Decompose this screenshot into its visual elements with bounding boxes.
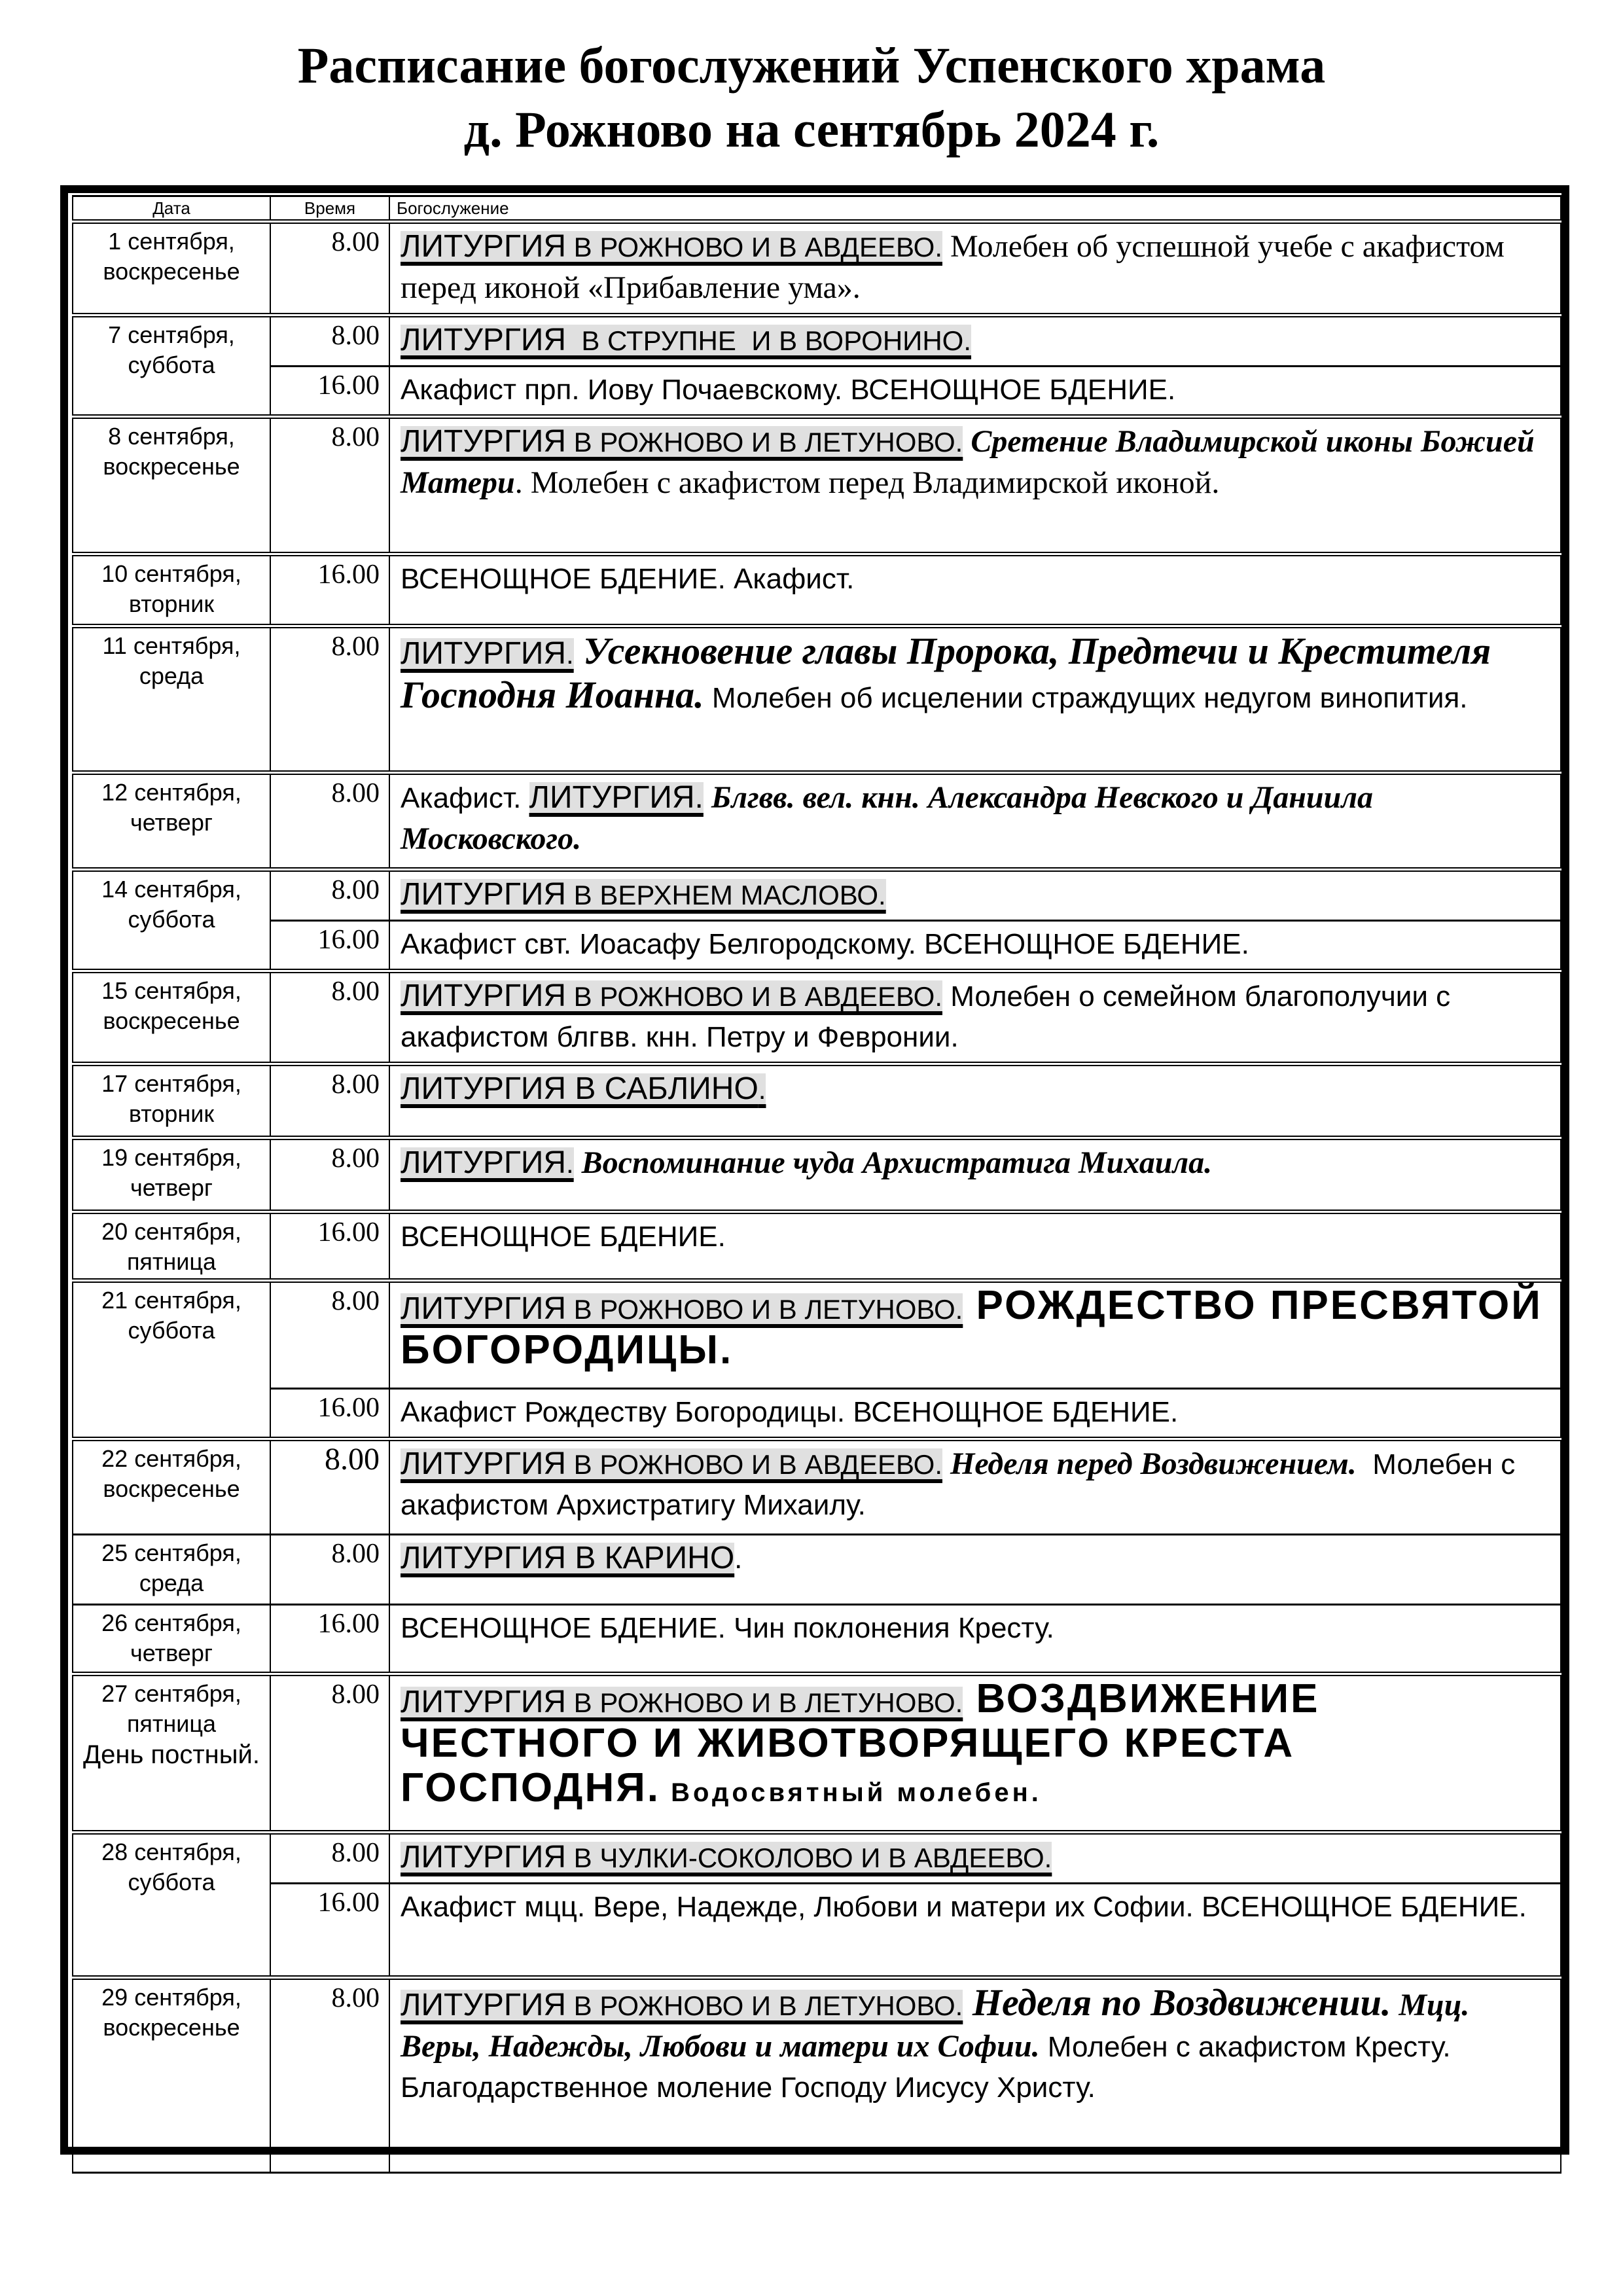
schedule-day-row [73,773,1561,870]
service-text-it-lg: Усекновение главы Пророка, Предтечи и Крестителя Господня Иоанна. [401,630,1501,716]
service-text-it: Неделя перед Воздвижением. [942,1446,1357,1481]
liturgy-label: ЛИТУРГИЯ [401,1291,566,1326]
liturgy-highlight [401,1842,1052,1874]
header-date: Дата [73,196,270,222]
date-text: 17 сентября, [101,1070,241,1097]
service-text-bold-sm: Водосвятный молебен. [660,1778,1042,1807]
service-text-it: Мцц. Веры, Надежды, Любови и матери их Софии. [401,1988,1478,2064]
service-cell [389,1138,1561,1212]
time-cell: 16.00 [270,1389,389,1439]
service-cell [389,1884,1561,1978]
date-text: 22 сентября, [101,1445,241,1472]
time-cell: 8.00 [270,626,389,773]
service-cell [389,222,1561,315]
liturgy-highlight [401,638,574,670]
schedule-day-row [73,1833,1561,1884]
time-cell: 8.00 [270,870,389,921]
service-cell [389,1281,1561,1389]
date-cell [73,1064,270,1138]
weekday-text: четверг [130,809,213,836]
weekday-text: воскресенье [103,1475,240,1502]
weekday-text: пятница [126,1710,217,1737]
date-cell [73,1439,270,1535]
liturgy-location: В ЧУЛКИ-СОКОЛОВО И В АВДЕЕВО. [565,1842,1052,1873]
weekday-text: пятница [126,1248,217,1275]
service-cell [389,971,1561,1064]
liturgy-highlight [401,426,963,458]
header-time: Время [270,196,389,222]
service-text-it: Воспоминание чуда Архистратига Михаила. [573,1145,1213,1180]
weekday-text: среда [139,1570,204,1596]
service-cell [389,870,1561,921]
service-cell [389,1674,1561,1833]
service-cell [389,921,1561,971]
service-text-plain: ВСЕНОЩНОЕ БДЕНИЕ. Чин поклонения Кресту. [401,1612,1054,1644]
page-title-line-2: д. Рожново на сентябрь 2024 г. [463,101,1160,158]
weekday-text: суббота [128,1317,215,1344]
service-text-plain: ВСЕНОЩНОЕ БДЕНИЕ. Акафист. [401,563,855,595]
schedule-day-row [73,1439,1561,1535]
weekday-text: среда [139,662,204,689]
date-text: 11 сентября, [102,632,241,659]
service-cell [389,626,1561,773]
service-text-it: Сретение Владимирской иконы Божией Матери [401,424,1543,500]
liturgy-location: В ВЕРХНЕМ МАСЛОВО. [565,880,886,910]
service-text-plain: Молебен о семейном благополучии с акафистом блгвв. кнн. Петру и Февронии. [401,980,1459,1053]
time-cell: 16.00 [270,921,389,971]
page-title-line-1: Расписание богослужений Успенского храма [297,37,1326,94]
liturgy-highlight [529,782,704,814]
date-text: 8 сентября, [108,423,235,450]
liturgy-location: . [565,1148,574,1179]
liturgy-location: В РОЖНОВО И В ЛЕТУНОВО. [565,427,963,457]
time-cell: 8.00 [270,417,389,554]
weekday-text: воскресенье [103,1007,240,1034]
weekday-text: воскресенье [103,258,240,285]
schedule-day-row [73,1064,1561,1138]
date-text: 10 сентября, [101,560,241,587]
service-cell [389,1212,1561,1281]
schedule-day-row [73,971,1561,1064]
liturgy-highlight [401,1448,942,1480]
liturgy-highlight [401,1073,766,1105]
service-text-bold-lg: ВОЗДВИЖЕНИЕ ЧЕСТНОГО И ЖИВОТВОРЯЩЕГО КРЕСТА ГОСПОДНЯ. [401,1676,1333,1810]
schedule-day-row [73,222,1561,315]
time-cell: 8.00 [270,1833,389,1884]
service-text-plain: Акафист Рождеству Богородицы. ВСЕНОЩНОЕ БДЕНИЕ. [401,1396,1179,1428]
service-cell [389,1833,1561,1884]
service-cell [389,417,1561,554]
time-cell: 8.00 [270,1674,389,1833]
liturgy-highlight [401,1687,963,1719]
date-cell [73,626,270,773]
date-cell [73,1535,270,1605]
date-cell [73,222,270,315]
schedule-sub-row [73,367,1561,417]
service-text-plain: . [734,1543,743,1575]
header-service: Богослужение [389,196,1561,222]
service-text-plain: Молебен с акафистом Архистратигу Михаилу. [401,1448,1524,1521]
liturgy-label: ЛИТУРГИЯ [401,1145,566,1180]
date-cell [73,1833,270,1978]
schedule-day-row [73,417,1561,554]
schedule-sub-row [73,1389,1561,1439]
schedule-day-row [73,1605,1561,1674]
date-cell [73,1605,270,1674]
time-cell: 8.00 [270,971,389,1064]
date-text: 25 сентября, [101,1539,241,1566]
service-cell [389,1605,1561,1674]
service-text-it-lg: Неделя по Воздвижении. [963,1981,1391,2024]
schedule-day-row [73,626,1561,773]
date-cell [73,870,270,971]
service-cell [389,554,1561,626]
schedule-day-row [73,1212,1561,1281]
date-cell [73,1281,270,1439]
weekday-text: суббота [128,906,215,933]
schedule-sub-row [73,921,1561,971]
date-cell [73,315,270,417]
liturgy-location: . [758,1074,766,1105]
liturgy-highlight [401,231,942,263]
date-text: 27 сентября, [101,1680,241,1707]
service-text-plain: Акафист. [401,782,529,814]
service-cell [389,773,1561,870]
time-cell: 16.00 [270,1605,389,1674]
fasting-day-note: День постный. [83,1740,260,1769]
service-text-plain: Акафист прп. Иову Почаевскому. ВСЕНОЩНОЕ БДЕНИЕ. [401,374,1176,406]
date-text: 19 сентября, [101,1144,241,1171]
date-text: 12 сентября, [101,779,241,806]
service-text-bold-lg: РОЖДЕСТВО ПРЕСВЯТОЙ БОГОРОДИЦЫ. [401,1283,1556,1372]
liturgy-location: В РОЖНОВО И В ЛЕТУНОВО. [565,1990,963,2021]
schedule-day-row [73,1281,1561,1389]
time-cell: 8.00 [270,773,389,870]
service-cell [389,367,1561,417]
liturgy-label: ЛИТУРГИЯ [401,1988,566,2022]
time-cell: 8.00 [270,1978,389,2173]
weekday-text: воскресенье [103,453,240,480]
liturgy-location: В РОЖНОВО И В АВДЕЕВО. [565,1449,942,1480]
weekday-text: четверг [130,1174,213,1201]
liturgy-location: В РОЖНОВО И В ЛЕТУНОВО. [565,1294,963,1325]
table-header-row [73,196,1561,222]
time-cell: 16.00 [270,1212,389,1281]
schedule-day-row [73,554,1561,626]
service-cell [389,1064,1561,1138]
date-text: 29 сентября, [101,1984,241,2011]
liturgy-location: В РОЖНОВО И В АВДЕЕВО. [565,981,942,1012]
liturgy-location: В РОЖНОВО И В АВДЕЕВО. [565,232,942,262]
liturgy-highlight [401,1293,963,1325]
date-cell [73,1674,270,1833]
liturgy-label: ЛИТУРГИЯ. [529,780,704,815]
liturgy-location: В СТРУПНЕ И В ВОРОНИНО. [565,325,972,356]
time-cell: 8.00 [270,1138,389,1212]
liturgy-label: ЛИТУРГИЯ [401,323,566,357]
service-cell [389,1535,1561,1605]
liturgy-label: ЛИТУРГИЯ [401,1446,566,1481]
service-text-plain: Акафист мцц. Вере, Надежде, Любови и матери их Софии. ВСЕНОЩНОЕ БДЕНИЕ. [401,1891,1527,1923]
date-cell [73,1978,270,2173]
date-cell [73,417,270,554]
liturgy-location: . [565,639,574,670]
liturgy-highlight [401,1990,963,2022]
schedule-frame [60,185,1569,2155]
liturgy-label: ЛИТУРГИЯ [401,1840,566,1874]
liturgy-label: ЛИТУРГИЯ В САБЛИНО [401,1071,758,1106]
liturgy-highlight [401,980,942,1013]
time-cell: 16.00 [270,1884,389,1978]
date-text: 21 сентября, [101,1287,241,1314]
schedule-day-row [73,870,1561,921]
weekday-text: вторник [128,590,215,617]
service-text-plain: Акафист свт. Иоасафу Белгородскому. ВСЕНОЩНОЕ БДЕНИЕ. [401,928,1249,960]
time-cell: 16.00 [270,367,389,417]
weekday-text: вторник [128,1100,215,1127]
weekday-text: воскресенье [103,2014,240,2041]
time-cell: 16.00 [270,554,389,626]
service-cell [389,1978,1561,2173]
schedule-day-row [73,1674,1561,1833]
date-cell [73,773,270,870]
liturgy-label: ЛИТУРГИЯ [401,424,566,459]
service-cell [389,1389,1561,1439]
date-text: 20 сентября, [101,1218,241,1245]
liturgy-label: ЛИТУРГИЯ [401,229,566,264]
liturgy-label: ЛИТУРГИЯ [401,877,566,912]
schedule-sub-row [73,1884,1561,1978]
liturgy-highlight [401,1147,574,1179]
time-cell: 8.00 [270,1535,389,1605]
service-text-plain: Молебен с акафистом Кресту. Благодарственное моление Господу Иисусу Христу. [401,2031,1459,2104]
date-cell [73,1212,270,1281]
service-text-it: Блгвв. вел. кнн. Александра Невского и Даниила Московского. [401,780,1381,856]
liturgy-highlight [401,1543,734,1575]
service-text-plain: ВСЕНОЩНОЕ БДЕНИЕ. [401,1221,726,1253]
time-cell: 8.00 [270,1439,389,1535]
liturgy-highlight [401,879,886,911]
service-text-serif: . Молебен с акафистом перед Владимирской иконой. [514,465,1220,500]
date-text: 15 сентября, [101,977,241,1004]
time-cell: 8.00 [270,222,389,315]
schedule-day-row [73,315,1561,367]
liturgy-label: ЛИТУРГИЯ [401,978,566,1013]
time-cell: 8.00 [270,1064,389,1138]
time-cell: 8.00 [270,315,389,367]
weekday-text: суббота [128,351,215,378]
schedule-table [72,195,1561,2174]
service-cell [389,315,1561,367]
time-cell: 8.00 [270,1281,389,1389]
service-text-serif: Молебен об успешной учебе с акафистом перед иконой «Прибавление ума». [401,229,1512,305]
date-cell [73,971,270,1064]
date-cell [73,1138,270,1212]
liturgy-label: ЛИТУРГИЯ [401,636,566,671]
weekday-text: суббота [128,1869,215,1895]
schedule-day-row [73,1535,1561,1605]
liturgy-location: В РОЖНОВО И В ЛЕТУНОВО. [565,1687,963,1718]
weekday-text: четверг [130,1640,213,1666]
date-text: 26 сентября, [101,1609,241,1636]
service-text-plain: Молебен об исцелении страждущих недугом винопития. [704,682,1468,714]
date-text: 7 сентября, [108,321,235,348]
date-text: 1 сентября, [108,228,235,255]
schedule-day-row [73,1138,1561,1212]
service-cell [389,1439,1561,1535]
liturgy-label: ЛИТУРГИЯ [401,1685,566,1719]
schedule-day-row [73,1978,1561,2173]
liturgy-highlight [401,325,971,357]
date-text: 14 сентября, [101,876,241,903]
date-cell [73,554,270,626]
date-text: 28 сентября, [101,1839,241,1865]
liturgy-label: ЛИТУРГИЯ В КАРИНО [401,1541,735,1575]
